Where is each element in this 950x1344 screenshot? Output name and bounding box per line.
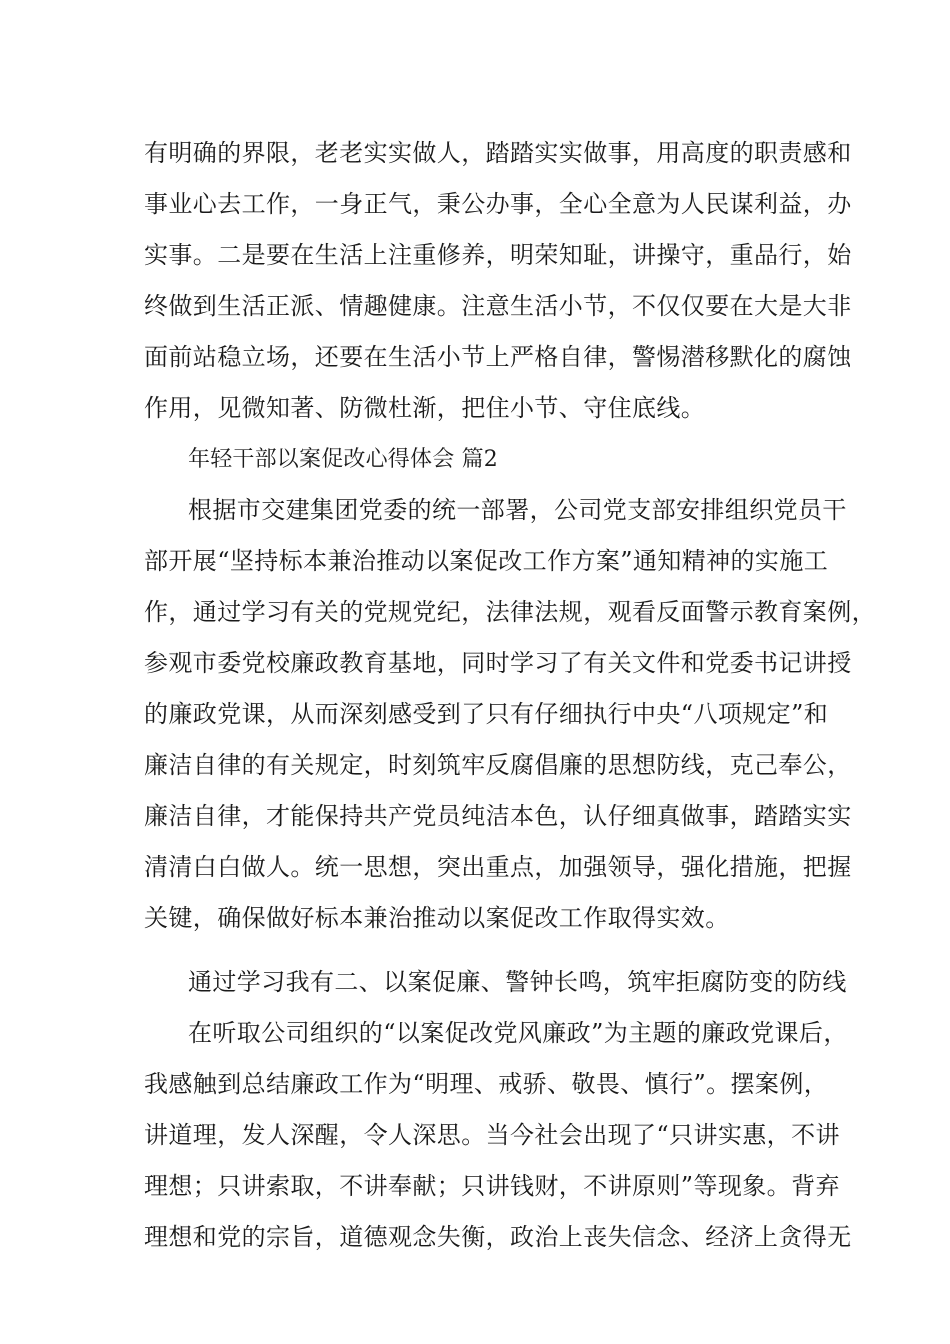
- body-line: 参观市委党校廉政教育基地，同时学习了有关文件和党委书记讲授: [144, 649, 852, 677]
- body-line: 面前站稳立场，还要在生活小节上严格自律，警惕潜移默化的腐蚀: [144, 343, 852, 371]
- body-line: 作用，见微知著、防微杜渐，把住小节、守住底线。: [144, 394, 706, 422]
- body-line: 理想；只讲索取，不讲奉献；只讲钱财，不讲原则”等现象。背弃: [144, 1172, 840, 1200]
- body-line: 通过学习我有二、以案促廉、警钟长鸣，筑牢拒腐防变的防线: [188, 968, 847, 996]
- section-heading: 年轻干部以案促改心得体会 篇2: [188, 447, 498, 472]
- document-body: [144, 128, 876, 1263]
- body-line: 有明确的界限，老老实实做人，踏踏实实做事，用高度的职责感和: [144, 139, 852, 167]
- body-line: 我感触到总结廉政工作为“明理、戒骄、敬畏、慎行”。摆案例，: [144, 1070, 829, 1098]
- body-line: 终做到生活正派、情趣健康。注意生活小节，不仅仅要在大是大非: [144, 292, 852, 320]
- body-line: 事业心去工作，一身正气，秉公办事，全心全意为人民谋利益，办: [144, 190, 852, 218]
- body-line: 讲道理，发人深醒，令人深思。当今社会出现了“只讲实惠，不讲: [144, 1121, 840, 1149]
- body-line: 实事。二是要在生活上注重修养，明荣知耻，讲操守，重品行，始: [144, 241, 852, 269]
- body-line: 关键，确保做好标本兼治推动以案促改工作取得实效。: [144, 904, 730, 932]
- body-line: 根据市交建集团党委的统一部署，公司党支部安排组织党员干: [188, 496, 847, 524]
- body-line: 的廉政党课，从而深刻感受到了只有仔细执行中央“八项规定”和: [144, 700, 829, 728]
- body-line: 理想和党的宗旨，道德观念失衡，政治上丧失信念、经济上贪得无: [144, 1223, 852, 1251]
- body-line: 部开展“坚持标本兼治推动以案促改工作方案”通知精神的实施工: [144, 547, 829, 575]
- body-line: 清清白白做人。统一思想，突出重点，加强领导，强化措施，把握: [144, 853, 852, 881]
- body-line: 在听取公司组织的“以案促改党风廉政”为主题的廉政党课后，: [188, 1019, 848, 1047]
- body-line: 廉洁自律，才能保持共产党员纯洁本色，认仔细真做事，踏踏实实: [144, 802, 852, 830]
- body-line: 廉洁自律的有关规定，时刻筑牢反腐倡廉的思想防线，克己奉公，: [144, 751, 852, 779]
- body-line: 作，通过学习有关的党规党纪，法律法规，观看反面警示教育案例，: [144, 598, 876, 626]
